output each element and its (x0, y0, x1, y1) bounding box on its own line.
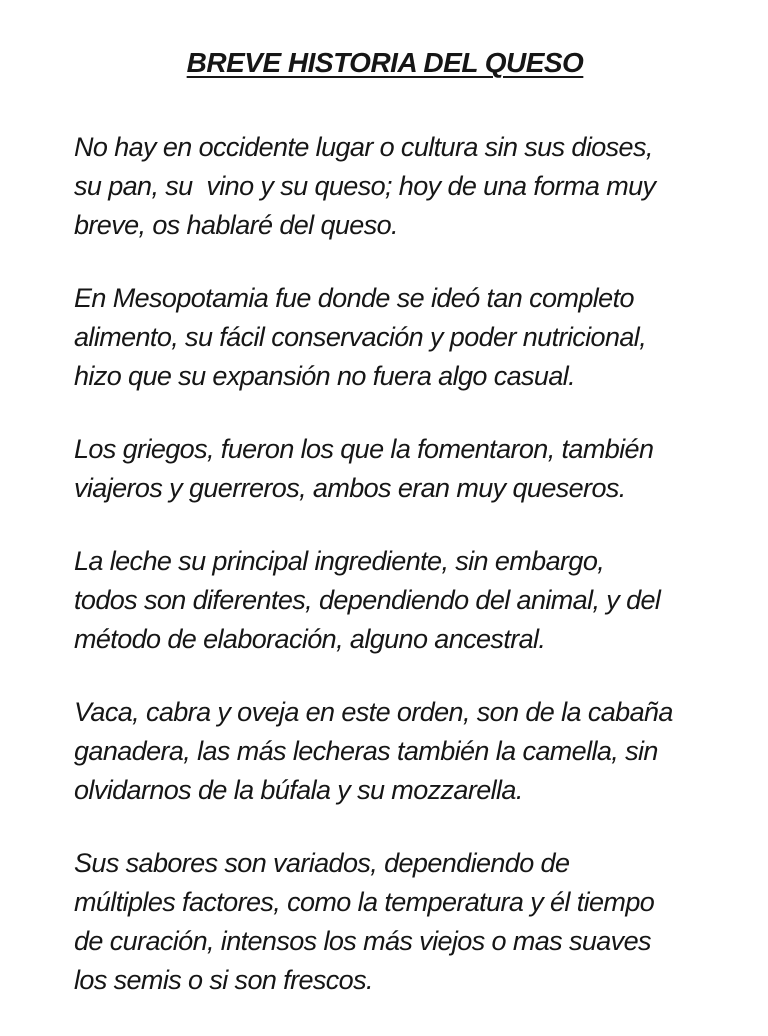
text-line: ganadera, las más lecheras también la camella, sin (74, 736, 658, 766)
text-line: viajeros y guerreros, ambos eran muy queseros. (74, 473, 626, 503)
text-line: todos son diferentes, dependiendo del animal, y del (74, 585, 661, 615)
text-line: olvidarnos de la búfala y su mozzarella. (74, 775, 523, 805)
text-line: método de elaboración, alguno ancestral. (74, 624, 546, 654)
text-line: de curación, intensos los más viejos o mas suaves (74, 926, 651, 956)
paragraph (74, 542, 696, 659)
paragraph (74, 128, 696, 245)
text-line: hizo que su expansión no fuera algo casual. (74, 361, 576, 391)
text-line: los semis o si son frescos. (74, 965, 373, 995)
text-line: su pan, su vino y su queso; hoy de una forma muy (74, 171, 656, 201)
paragraph (74, 844, 696, 1000)
text-line: alimento, su fácil conservación y poder nutricional, (74, 322, 647, 352)
text-line: En Mesopotamia fue donde se ideó tan completo (74, 283, 634, 313)
text-line: múltiples factores, como la temperatura y él tiempo (74, 887, 655, 917)
paragraph (74, 279, 696, 396)
text-line: breve, os hablaré del queso. (74, 210, 398, 240)
paragraph (74, 693, 696, 810)
document-title: BREVE HISTORIA DEL QUESO (186, 47, 584, 78)
text-line: Los griegos, fueron los que la fomentaron, también (74, 434, 654, 464)
text-line: Sus sabores son variados, dependiendo de (74, 848, 570, 878)
text-line: No hay en occidente lugar o cultura sin sus dioses, (74, 132, 653, 162)
text-line: La leche su principal ingrediente, sin embargo, (74, 546, 605, 576)
text-line: Vaca, cabra y oveja en este orden, son de la cabaña (74, 697, 673, 727)
paragraph (74, 430, 696, 508)
